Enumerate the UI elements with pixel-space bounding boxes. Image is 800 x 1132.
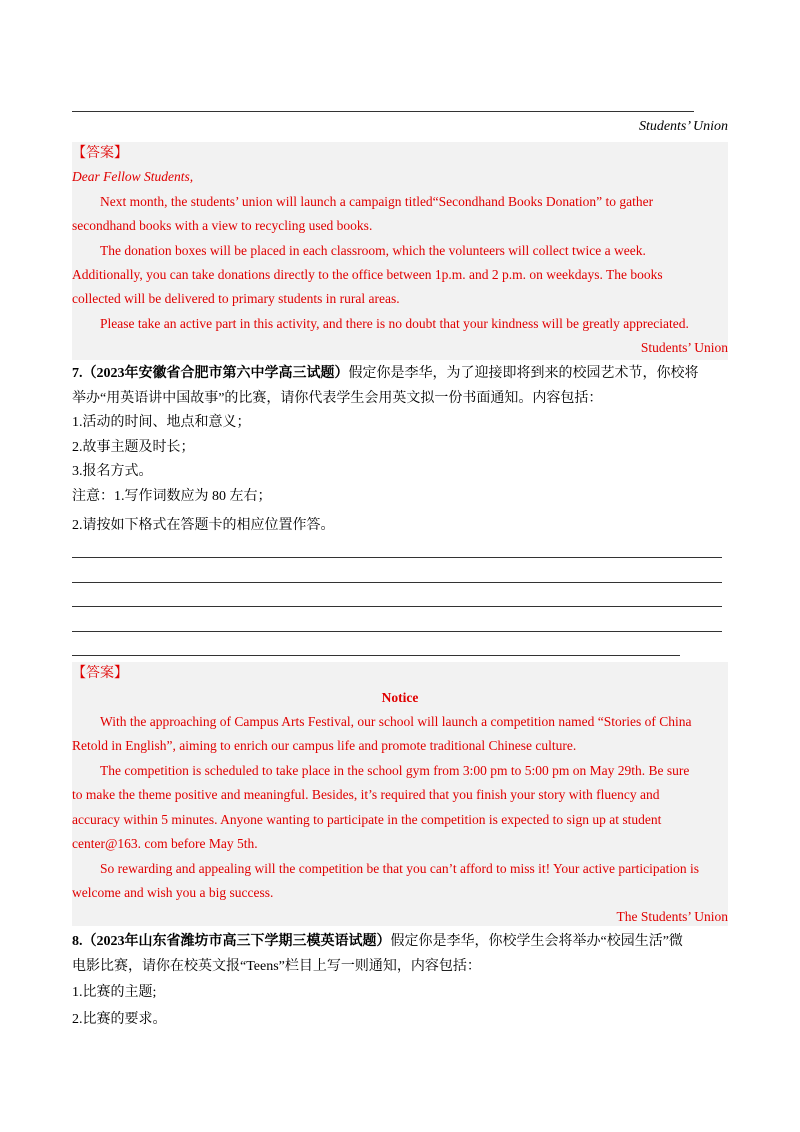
- answer-line: Please take an active part in this activity, and there is no doubt that your kindness will be greatly appreciated.: [100, 316, 689, 331]
- answer-line: The competition is scheduled to take place in the school gym from 3:00 pm to 5:00 pm on May 29th. Be sure: [100, 763, 690, 778]
- answer-signature: Students’ Union: [640, 340, 728, 355]
- answer-tag: 【答案】: [72, 146, 128, 161]
- answer-line: welcome and wish you a big success.: [72, 885, 274, 900]
- answer-line: center@163. com before May 5th.: [72, 836, 258, 851]
- question-7-line-2: 举办“用英语讲中国故事”的比赛，请你代表学生会用英文拟一份书面通知。内容包括：: [72, 391, 603, 406]
- writing-line: [72, 631, 722, 632]
- letter-greeting: Dear Fellow Students,: [72, 169, 194, 184]
- requirement-item: 2.故事主题及时长；: [72, 440, 195, 455]
- question-8-line-1: [72, 930, 683, 954]
- answer-box-2: [72, 662, 728, 926]
- question-number: 8.: [72, 934, 83, 949]
- writing-line: [72, 582, 722, 583]
- answer-line: Additionally, you can take donations directly to the office between 1p.m. and 2 p.m. on weekdays. The books: [72, 267, 663, 282]
- answer-signature: The Students’ Union: [616, 909, 728, 924]
- question-7-line-1: [72, 362, 699, 386]
- answer-line: Next month, the students’ union will launch a campaign titled“Secondhand Books Donation” to gather: [100, 194, 654, 209]
- notice-title: Notice: [381, 690, 419, 705]
- writing-line: [72, 606, 722, 607]
- requirement-item: 3.报名方式。: [72, 464, 153, 479]
- question-prompt: 假定你是李华，你校学生会将举办“校园生活”微: [390, 934, 683, 949]
- requirement-item: 1.比赛的主题;: [72, 985, 157, 1000]
- question-prompt: 假定你是李华，为了迎接即将到来的校园艺术节，你校将: [348, 366, 699, 381]
- answer-line: accuracy within 5 minutes. Anyone wanting to participate in the competition is expected to sign up at student: [72, 812, 662, 827]
- answer-line: The donation boxes will be placed in each classroom, which the volunteers will collect twice a week.: [100, 243, 646, 258]
- writing-line: [72, 655, 680, 656]
- requirement-item: 1.活动的时间、地点和意义；: [72, 415, 251, 430]
- note-line: 注意：1.写作词数应为 80 左右；: [72, 489, 272, 504]
- note-line: 2.请按如下格式在答题卡的相应位置作答。: [72, 518, 335, 533]
- question-8-line-2: 电影比赛，请你在校英文报“Teens”栏目上写一则通知，内容包括：: [72, 959, 481, 974]
- writing-line: [72, 557, 722, 558]
- answer-line: With the approaching of Campus Arts Festival, our school will launch a competition named “Stories of China: [100, 714, 692, 729]
- question-number: 7.: [72, 366, 83, 381]
- answer-line: collected will be delivered to primary students in rural areas.: [72, 291, 400, 306]
- answer-line: So rewarding and appealing will the competition be that you can’t afford to miss it! Your active participation is: [100, 861, 699, 876]
- answer-line: secondhand books with a view to recycling used books.: [72, 218, 373, 233]
- requirement-item: 2.比赛的要求。: [72, 1012, 167, 1027]
- answer-line: Retold in English”, aiming to enrich our campus life and promote traditional Chinese culture.: [72, 738, 577, 753]
- answer-box-1: [72, 142, 728, 360]
- answer-line: to make the theme positive and meaningful. Besides, it’s required that you finish your story with fluency and: [72, 787, 660, 802]
- question-source: （2023年安徽省合肥市第六中学高三试题）: [82, 366, 349, 381]
- answer-tag: 【答案】: [72, 666, 128, 681]
- q6-signature: Students’ Union: [638, 119, 728, 134]
- answer-blank-line: [72, 111, 694, 112]
- question-source: （2023年山东省潍坊市高三下学期三模英语试题）: [82, 934, 391, 949]
